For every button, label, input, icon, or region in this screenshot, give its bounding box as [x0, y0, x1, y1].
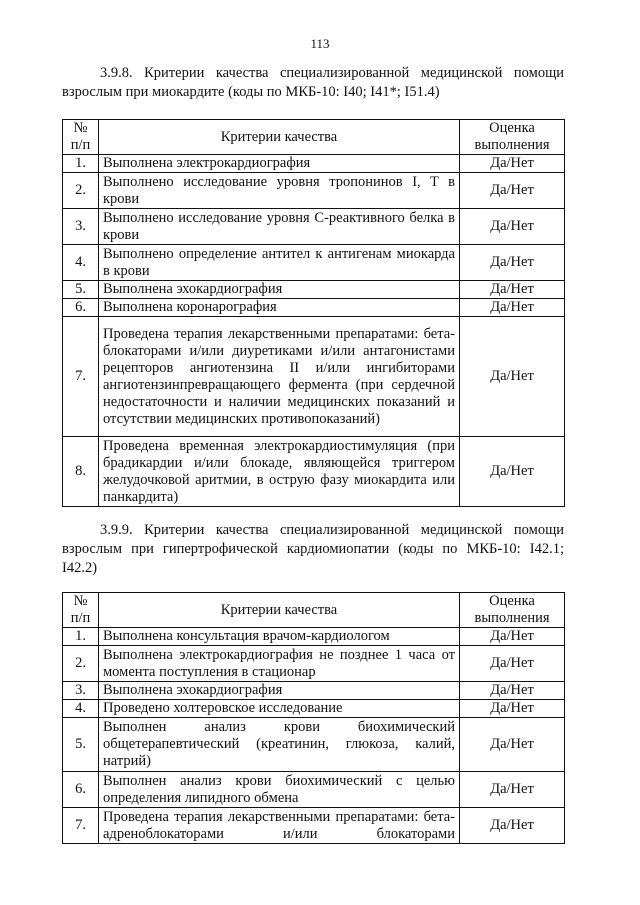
row-num: 5. — [63, 718, 99, 772]
row-criterion: Выполнен анализ крови биохимический общетерапевтический (креатинин, глюкоза, калий, натрий) — [99, 718, 460, 772]
row-rating: Да/Нет — [460, 209, 565, 245]
row-rating: Да/Нет — [460, 281, 565, 299]
row-rating: Да/Нет — [460, 317, 565, 437]
header-rating: Оценка выполнения — [460, 593, 565, 628]
row-num: 1. — [63, 155, 99, 173]
section-heading-3-9-8: 3.9.8. Критерии качества специализированной медицинской помощи взрослым при миокардите (коды по МКБ-10: I40; I41*; I51.4) — [62, 65, 564, 100]
row-criterion: Выполнен анализ крови биохимический с целью определения липидного обмена — [99, 772, 460, 808]
row-num: 4. — [63, 700, 99, 718]
table-row — [63, 682, 565, 700]
table-row — [63, 808, 565, 844]
header-num: № п/п — [63, 120, 99, 155]
row-rating: Да/Нет — [460, 682, 565, 700]
page-number: 113 — [310, 36, 330, 51]
header-criteria: Критерии качества — [99, 120, 460, 155]
row-criterion: Выполнено исследование уровня С-реактивного белка в крови — [99, 209, 460, 245]
row-num: 2. — [63, 646, 99, 682]
header-rating: Оценка выполнения — [460, 120, 565, 155]
row-criterion: Проведено холтеровское исследование — [99, 700, 460, 718]
table-row — [63, 245, 565, 281]
table-row — [63, 155, 565, 173]
row-num: 6. — [63, 299, 99, 317]
table-header-row — [63, 120, 565, 155]
criteria-table-hypertrophic-cardiomyopathy — [62, 592, 565, 844]
row-criterion: Выполнена электрокардиография — [99, 155, 460, 173]
row-criterion: Выполнена эхокардиография — [99, 682, 460, 700]
table-row — [63, 281, 565, 299]
row-criterion: Проведена терапия лекарственными препаратами: бета-адреноблокаторами и/или блокаторами — [99, 808, 460, 844]
table-row — [63, 437, 565, 507]
row-criterion: Выполнена консультация врачом-кардиологом — [99, 628, 460, 646]
row-criterion: Проведена временная электрокардиостимуляция (при брадикардии и/или блокаде, являющейся триггером желудочковой аритмии, в острую фазу миокардита или панкардита) — [99, 437, 460, 507]
table-row — [63, 772, 565, 808]
table-header-row — [63, 593, 565, 628]
table-row — [63, 317, 565, 437]
row-rating: Да/Нет — [460, 646, 565, 682]
row-num: 8. — [63, 437, 99, 507]
table-row — [63, 173, 565, 209]
row-rating: Да/Нет — [460, 808, 565, 844]
row-rating: Да/Нет — [460, 628, 565, 646]
row-criterion: Выполнено определение антител к антигенам миокарда в крови — [99, 245, 460, 281]
row-rating: Да/Нет — [460, 718, 565, 772]
table-row — [63, 299, 565, 317]
row-rating: Да/Нет — [460, 173, 565, 209]
table-row — [63, 700, 565, 718]
row-criterion: Выполнена эхокардиография — [99, 281, 460, 299]
row-num: 1. — [63, 628, 99, 646]
table-row — [63, 628, 565, 646]
section-heading-3-9-9: 3.9.9. Критерии качества специализированной медицинской помощи взрослым при гипертрофической кардиомиопатии (коды по МКБ-10: I42.1; I42.2) — [62, 522, 564, 576]
header-num: № п/п — [63, 593, 99, 628]
header-criteria: Критерии качества — [99, 593, 460, 628]
row-criterion: Выполнена коронарография — [99, 299, 460, 317]
row-num: 3. — [63, 209, 99, 245]
row-rating: Да/Нет — [460, 437, 565, 507]
row-rating: Да/Нет — [460, 772, 565, 808]
row-num: 3. — [63, 682, 99, 700]
row-rating: Да/Нет — [460, 155, 565, 173]
criteria-table-myocarditis — [62, 119, 565, 507]
table-row — [63, 209, 565, 245]
row-num: 4. — [63, 245, 99, 281]
row-num: 2. — [63, 173, 99, 209]
row-rating: Да/Нет — [460, 700, 565, 718]
table-row — [63, 646, 565, 682]
row-num: 6. — [63, 772, 99, 808]
row-num: 7. — [63, 317, 99, 437]
row-criterion: Выполнена электрокардиография не позднее 1 часа от момента поступления в стационар — [99, 646, 460, 682]
table-row — [63, 718, 565, 772]
row-criterion: Выполнено исследование уровня тропонинов I, T в крови — [99, 173, 460, 209]
row-criterion: Проведена терапия лекарственными препаратами: бета-блокаторами и/или диуретиками и/или антагонистами рецепторов ангиотензина II и/или ингибиторами ангиотензинпревращающего фермента (при сердечной недостаточности и наличии медицинских показаний и отсутствии медицинских противопоказаний) — [99, 317, 460, 437]
row-rating: Да/Нет — [460, 245, 565, 281]
row-rating: Да/Нет — [460, 299, 565, 317]
row-num: 7. — [63, 808, 99, 844]
row-num: 5. — [63, 281, 99, 299]
